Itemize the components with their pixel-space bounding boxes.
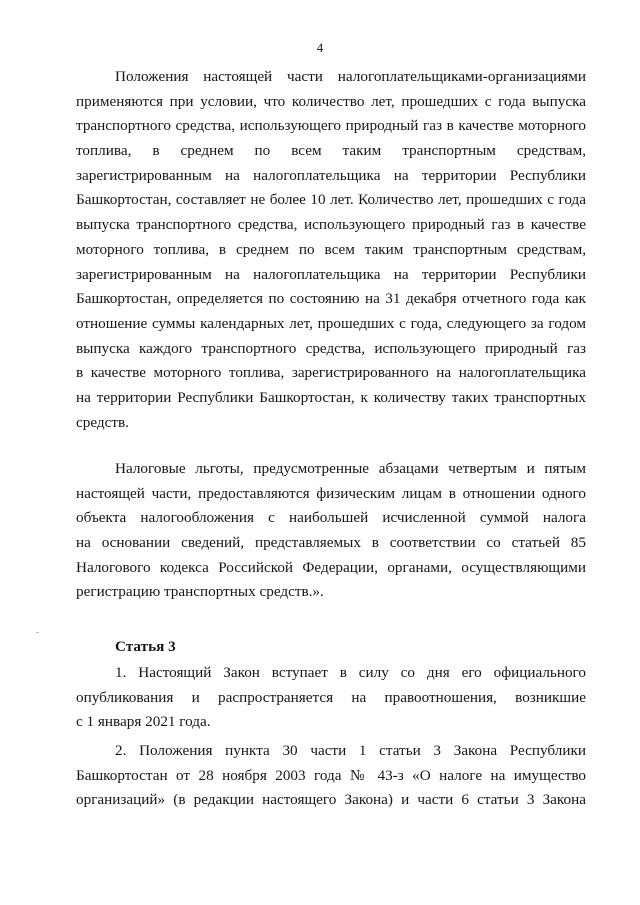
text-line: Налоговые льготы, предусмотренные абзацами четвертым и пятым [115, 460, 586, 477]
text-line: выпуска каждого транспортного средства, использующего природный газ [76, 339, 586, 357]
text-line: настоящей части, предоставляются физическим лицам в отношении одного [76, 484, 586, 502]
text-line: зарегистрированным на налогоплательщика на территории Республики [76, 265, 586, 283]
text-line: Башкортостан, составляет не более 10 лет. Количество лет, прошедших с года [76, 191, 586, 209]
text-line: Башкортостан, определяется по состоянию на 31 декабря отчетного года как [76, 290, 586, 308]
text-line: с 1 января 2021 года. [76, 713, 211, 731]
text-line: зарегистрированным на налогоплательщика на территории Республики [76, 166, 586, 184]
text-line: отношение суммы календарных лет, прошедших с года, следующего за годом [76, 314, 586, 332]
text-line: 2. Положения пункта 30 части 1 статьи 3 Закона Республики [115, 742, 586, 759]
text-line: применяются при условии, что количество лет, прошедших с года выпуска [76, 92, 586, 110]
text-line: моторного топлива, в среднем по всем таким транспортным средствам, [76, 240, 586, 258]
text-line: выпуска транспортного средства, использующего природный газ в качестве [76, 216, 586, 234]
article-heading: Статья 3 [115, 638, 176, 655]
text-line: транспортного средства, использующего природный газ в качестве моторного [76, 117, 586, 135]
text-line: опубликования и распространяется на правоотношения, возникшие [76, 688, 586, 706]
text-line: регистрацию транспортных средств.». [76, 583, 324, 601]
paragraph-tax-benefits [76, 457, 586, 605]
text-line: Башкортостан от 28 ноября 2003 года № 43-з «О налоге на имущество [76, 766, 586, 784]
paragraph-vehicle-gas-condition [76, 65, 586, 435]
margin-mark [36, 632, 39, 633]
text-line: на территории Республики Башкортостан, к количеству таких транспортных [76, 388, 586, 406]
text-line: топлива, в среднем по всем таким транспортным средствам, [76, 142, 586, 160]
text-line: организаций» (в редакции настоящего Закона) и части 6 статьи 3 Закона [76, 791, 586, 809]
text-line: средств. [76, 413, 129, 431]
text-line: объекта налогообложения с наибольшей исчисленной суммой налога [76, 509, 586, 527]
article-item-2 [76, 739, 586, 813]
text-line: Налогового кодекса Российской Федерации, органами, осуществляющими [76, 558, 586, 576]
text-line: 1. Настоящий Закон вступает в силу со дня его официального [115, 664, 586, 681]
text-line: в качестве моторного топлива, зарегистрированного на налогоплательщика [76, 364, 586, 382]
text-line: на основании сведений, представляемых в соответствии со статьей 85 [76, 534, 586, 552]
text-line: Положения настоящей части налогоплательщиками-организациями [115, 68, 586, 85]
article-item-1 [76, 661, 586, 735]
page-number: 4 [316, 40, 324, 55]
